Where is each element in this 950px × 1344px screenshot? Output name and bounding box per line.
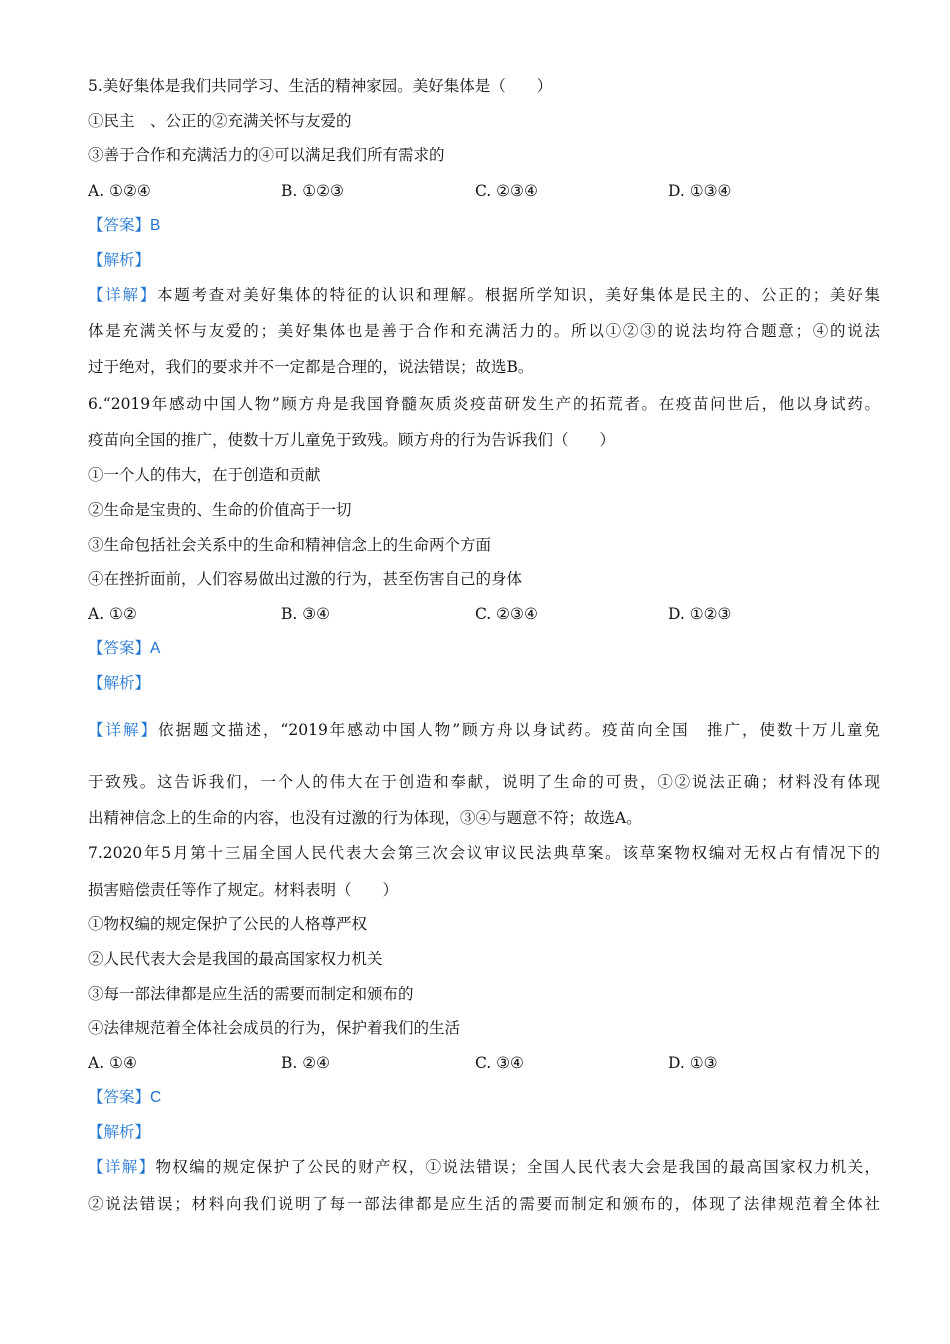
- option-c: C. ③④: [475, 1054, 524, 1072]
- question-7-statement: ④法律规范着全体社会成员的行为，保护着我们的生活: [88, 1019, 461, 1037]
- analysis-tag: 【解析】: [88, 674, 151, 692]
- question-6-statement: ④在挫折面前，人们容易做出过激的行为，甚至伤害自己的身体: [88, 570, 523, 588]
- detail-line: 出精神信念上的生命的内容，也没有过激的行为体现，③④与题意不符；故选A。: [88, 809, 642, 827]
- answer-line: [88, 1086, 880, 1109]
- question-6-statement: ②生命是宝贵的、生命的价值高于一切: [88, 501, 352, 519]
- option-b: B. ②④: [281, 1054, 331, 1072]
- option-d: D. ①③: [668, 1054, 718, 1072]
- option-d: D. ①②③: [668, 605, 732, 623]
- option-a: A. ①②④: [88, 182, 151, 200]
- option-d: D. ①③④: [668, 182, 732, 200]
- question-7-statement: ②人民代表大会是我国的最高国家权力机关: [88, 950, 383, 968]
- question-6-stem: 疫苗向全国的推广，使数十万儿童免于致残。顾方舟的行为告诉我们（ ）: [88, 431, 616, 449]
- detail-line: 体是充满关怀与友爱的；美好集体也是善于合作和充满活力的。所以①②③的说法均符合题意；④的说法: [88, 322, 880, 340]
- option-b: B. ③④: [281, 605, 331, 623]
- option-b: B. ①②③: [281, 182, 344, 200]
- detail-line: 【详解】物权编的规定保护了公民的财产权，①说法错误；全国人民代表大会是我国的最高国家权力机关，: [88, 1158, 880, 1176]
- question-5-statement: ①民主 、公正的②充满关怀与友爱的: [88, 112, 352, 130]
- detail-tag: 【详解】: [88, 1158, 156, 1176]
- answer-value: A: [150, 640, 161, 657]
- question-6-statement: ③生命包括社会关系中的生命和精神信念上的生命两个方面: [88, 536, 492, 554]
- detail-line: 于致残。这告诉我们，一个人的伟大在于创造和奉献，说明了生命的可贵，①②说法正确；材料没有体现: [88, 773, 880, 791]
- option-c: C. ②③④: [475, 605, 538, 623]
- option-c: C. ②③④: [475, 182, 538, 200]
- detail-line: 【详解】依据题文描述，“2019年感动中国人物”顾方舟以身试药。疫苗向全国 推广，使数十万儿童免: [88, 721, 880, 739]
- detail-tag: 【详解】: [88, 721, 158, 739]
- answer-tag: 【答案】: [88, 1088, 151, 1106]
- question-7-stem: 损害赔偿责任等作了规定。材料表明（ ）: [88, 881, 399, 899]
- detail-line: 过于绝对，我们的要求并不一定都是合理的，说法错误；故选B。: [88, 358, 534, 376]
- analysis-tag: 【解析】: [88, 251, 151, 269]
- answer-value: B: [150, 217, 161, 234]
- answer-line: [88, 637, 880, 660]
- question-6-statement: ①一个人的伟大，在于创造和贡献: [88, 466, 321, 484]
- answer-tag: 【答案】: [88, 639, 151, 657]
- detail-line: 【详解】本题考查对美好集体的特征的认识和理解。根据所学知识，美好集体是民主的、公正的；美好集: [88, 286, 880, 304]
- question-7-statement: ①物权编的规定保护了公民的人格尊严权: [88, 915, 368, 933]
- option-a: A. ①②: [88, 605, 137, 623]
- question-7-statement: ③每一部法律都是应生活的需要而制定和颁布的: [88, 985, 414, 1003]
- option-a: A. ①④: [88, 1054, 137, 1072]
- question-5-statement: ③善于合作和充满活力的④可以满足我们所有需求的: [88, 146, 445, 164]
- question-7-stem: 7.2020年5月第十三届全国人民代表大会第三次会议审议民法典草案。该草案物权编对无权占有情况下的: [88, 844, 880, 862]
- answer-line: [88, 214, 880, 237]
- answer-tag: 【答案】: [88, 216, 151, 234]
- detail-tag: 【详解】: [88, 286, 158, 304]
- answer-value: C: [150, 1089, 162, 1106]
- analysis-tag: 【解析】: [88, 1123, 151, 1141]
- detail-line: ②说法错误；材料向我们说明了每一部法律都是应生活的需要而制定和颁布的，体现了法律规范着全体社: [88, 1195, 880, 1213]
- question-5-stem: 5.美好集体是我们共同学习、生活的精神家园。美好集体是（ ）: [88, 77, 553, 95]
- question-6-stem: 6.“2019年感动中国人物”顾方舟是我国脊髓灰质炎疫苗研发生产的拓荒者。在疫苗问世后，他以身试药。: [88, 395, 880, 413]
